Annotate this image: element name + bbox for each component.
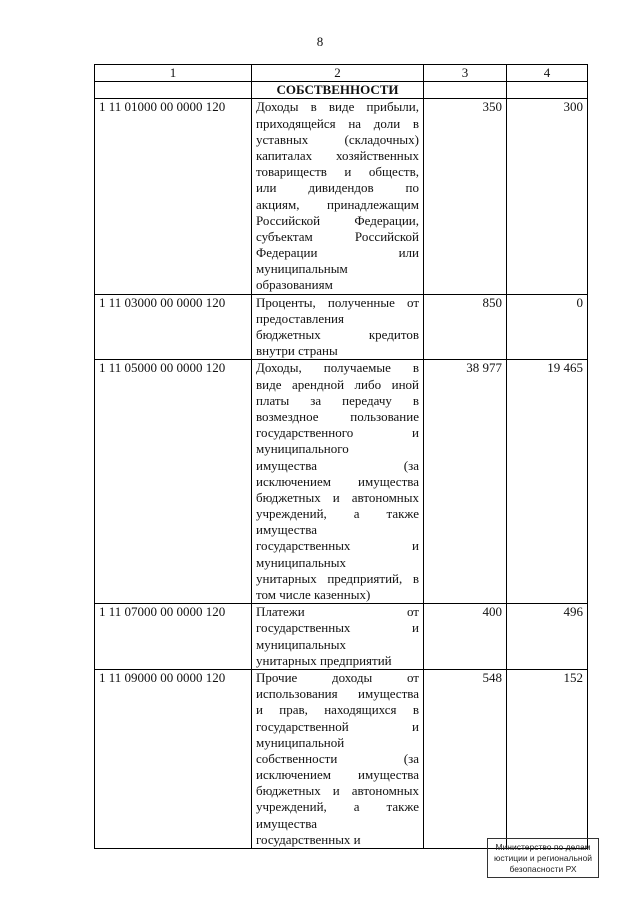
table-row xyxy=(95,360,588,604)
revenue-name-line: исключением имущества xyxy=(256,473,419,489)
revenue-name-line: унитарных предприятий xyxy=(256,652,392,668)
revenue-name-line: образованиям xyxy=(256,277,333,293)
amount-cell-col3: 350 xyxy=(424,99,507,294)
revenue-name-line: исключением имущества xyxy=(256,767,419,783)
budget-code-cell: 1 11 01000 00 0000 120 xyxy=(95,99,252,294)
amount-cell-col3: 38 977 xyxy=(424,360,507,604)
revenue-name-line: уставных (складочных) xyxy=(256,131,419,147)
revenue-name-line: капиталах хозяйственных xyxy=(256,147,419,163)
revenue-name-line: или дивидендов по xyxy=(256,180,419,196)
page-number: 8 xyxy=(316,34,324,49)
revenue-name-cell xyxy=(252,360,424,604)
table-row xyxy=(95,669,588,848)
stamp-line: юстиции и региональной xyxy=(493,853,593,863)
revenue-name-line: возмездное пользование xyxy=(256,408,419,424)
revenue-name-line: муниципальной xyxy=(256,734,345,750)
revenue-name-line: использования имущества xyxy=(256,686,419,702)
revenue-name-line: внутри страны xyxy=(256,343,338,359)
ministry-stamp xyxy=(487,838,599,878)
revenue-name-line: Российской Федерации, xyxy=(256,212,419,228)
revenue-name-cell xyxy=(252,604,424,670)
revenue-name-line: субъектам Российской xyxy=(256,228,419,244)
revenue-name-line: платы за передачу в xyxy=(256,392,419,408)
revenue-name-line: муниципальных xyxy=(256,636,347,652)
revenue-name-line: Доходы в виде прибыли, xyxy=(256,99,419,115)
revenue-name-line: муниципального xyxy=(256,441,349,457)
column-header: 4 xyxy=(507,65,588,82)
budget-code-cell: 1 11 05000 00 0000 120 xyxy=(95,360,252,604)
revenue-name-line: приходящейся на доли в xyxy=(256,115,419,131)
table-cell xyxy=(95,82,252,99)
revenue-name-line: муниципальным xyxy=(256,261,348,277)
revenue-name-line: бюджетных и автономных xyxy=(256,489,419,505)
stamp-line: безопасности РХ xyxy=(509,864,577,874)
revenue-name-line: учреждений, а также xyxy=(256,799,419,815)
revenue-name-line: бюджетных кредитов xyxy=(256,327,419,343)
amount-cell-col4: 19 465 xyxy=(507,360,588,604)
column-header: 2 xyxy=(252,65,424,82)
revenue-name-line: Федерации или xyxy=(256,245,419,261)
amount-cell-col4: 0 xyxy=(507,294,588,360)
budget-code-cell: 1 11 09000 00 0000 120 xyxy=(95,669,252,848)
revenue-name-line: и прав, находящихся в xyxy=(256,702,419,718)
revenue-name-cell xyxy=(252,669,424,848)
amount-cell-col3: 548 xyxy=(424,669,507,848)
revenue-name-line: унитарных предприятий, в xyxy=(256,570,419,586)
revenue-name-line: имущества xyxy=(256,522,317,538)
revenue-name-line: предоставления xyxy=(256,310,344,326)
revenue-name-line: государственных и xyxy=(256,538,419,554)
continuation-label: СОБСТВЕННОСТИ xyxy=(252,82,424,99)
table-cell xyxy=(424,82,507,99)
amount-cell-col3: 850 xyxy=(424,294,507,360)
budget-code-cell: 1 11 03000 00 0000 120 xyxy=(95,294,252,360)
revenue-name-line: имущества xyxy=(256,815,317,831)
continuation-row xyxy=(95,82,588,99)
revenue-name-line: виде арендной либо иной xyxy=(256,376,419,392)
table-header-row xyxy=(95,65,588,82)
revenue-name-cell xyxy=(252,294,424,360)
revenue-name-line: государственных и xyxy=(256,831,361,847)
amount-cell-col4: 300 xyxy=(507,99,588,294)
revenue-name-line: имущества (за xyxy=(256,457,419,473)
revenue-name-line: акциям, принадлежащим xyxy=(256,196,419,212)
stamp-line: Министерство по делам xyxy=(495,842,591,852)
revenue-table xyxy=(94,64,588,849)
revenue-name-line: том числе казенных) xyxy=(256,587,371,603)
column-header: 1 xyxy=(95,65,252,82)
amount-cell-col3: 400 xyxy=(424,604,507,670)
table-cell xyxy=(507,82,588,99)
revenue-name-line: государственного и xyxy=(256,425,419,441)
revenue-name-line: муниципальных xyxy=(256,554,347,570)
revenue-name-line: Прочие доходы от xyxy=(256,669,419,685)
revenue-name-line: Проценты, полученные от xyxy=(256,294,419,310)
table-row xyxy=(95,294,588,360)
revenue-name-line: Платежи от xyxy=(256,604,419,620)
revenue-name-line: Доходы, получаемые в xyxy=(256,360,419,376)
revenue-name-line: бюджетных и автономных xyxy=(256,783,419,799)
column-header: 3 xyxy=(424,65,507,82)
table-row xyxy=(95,604,588,670)
revenue-name-line: собственности (за xyxy=(256,750,419,766)
revenue-name-line: учреждений, а также xyxy=(256,506,419,522)
table-row xyxy=(95,99,588,294)
revenue-name-cell xyxy=(252,99,424,294)
revenue-name-line: государственной и xyxy=(256,718,419,734)
revenue-name-line: товариществ и обществ, xyxy=(256,164,419,180)
amount-cell-col4: 496 xyxy=(507,604,588,670)
budget-code-cell: 1 11 07000 00 0000 120 xyxy=(95,604,252,670)
amount-cell-col4: 152 xyxy=(507,669,588,848)
revenue-name-line: государственных и xyxy=(256,620,419,636)
